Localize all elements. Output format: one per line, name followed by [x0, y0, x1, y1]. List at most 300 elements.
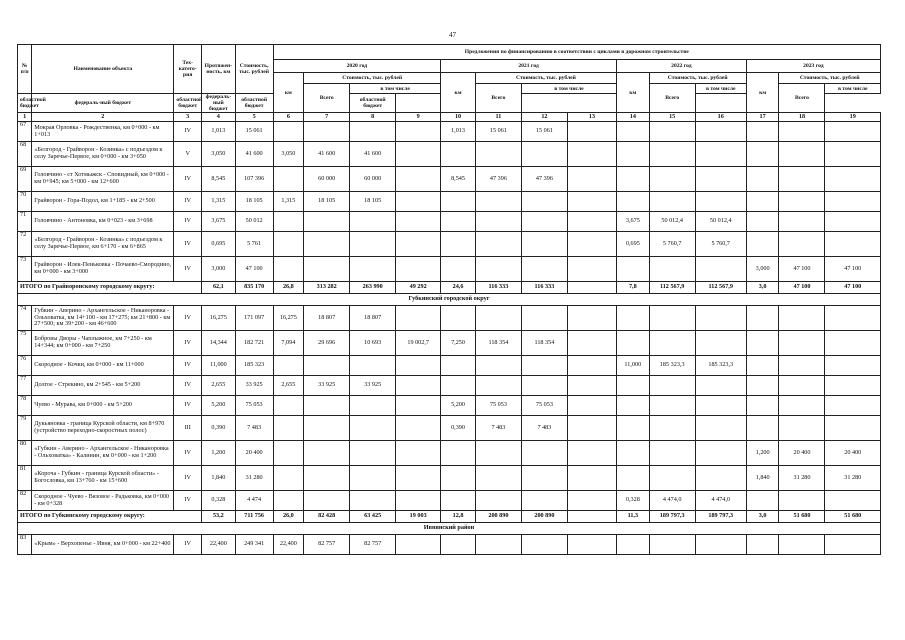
column-number: 9: [396, 113, 441, 122]
finance-cell: [649, 122, 695, 142]
column-number: 14: [616, 113, 649, 122]
finance-cell: [616, 306, 649, 331]
object-name: Дукьяновка - граница Курской области, км 8+970 (устройство переходно-скоростных полос): [32, 416, 174, 441]
finance-cell: 7 483: [521, 416, 567, 441]
finance-cell: [825, 142, 881, 167]
finance-cell: [695, 167, 746, 192]
object-name: Грайворон - Гора-Подол, км 1+185 - км 2+500: [32, 192, 174, 212]
finance-cell: 31 280: [825, 466, 881, 491]
finance-cell: [475, 441, 521, 466]
finance-cell: [616, 167, 649, 192]
finance-cell: [567, 232, 616, 257]
column-number: 10: [441, 113, 476, 122]
finance-cell: [475, 257, 521, 282]
cost-cell: 33 925: [235, 376, 273, 396]
finance-cell: [825, 535, 881, 555]
finance-cell: 1,013: [441, 122, 476, 142]
finance-cell: [616, 441, 649, 466]
cost-cell: 31 280: [235, 466, 273, 491]
finance-cell: [273, 122, 304, 142]
finance-cell: [475, 212, 521, 232]
finance-cell: 12,8: [441, 511, 476, 523]
finance-cell: [304, 232, 350, 257]
finance-cell: [746, 306, 779, 331]
finance-cell: 75 053: [521, 396, 567, 416]
finance-cell: [779, 122, 825, 142]
finance-cell: [350, 212, 396, 232]
finance-cell: 26,8: [273, 282, 304, 294]
object-name: Головчино - ст Хотмыжск - Сповидный, км 0+000 - км 0+945; км 5+000 - км 12+600: [32, 167, 174, 192]
finance-cell: 0,328: [616, 491, 649, 511]
finance-cell: [746, 491, 779, 511]
finance-cell: [825, 122, 881, 142]
object-name: Головчино - Антоновка, км 0+023 - км 3+698: [32, 212, 174, 232]
column-number: 4: [201, 113, 235, 122]
finance-cell: [273, 416, 304, 441]
finance-cell: [567, 257, 616, 282]
finance-cell: [695, 416, 746, 441]
finance-cell: [746, 396, 779, 416]
finance-cell: 7 483: [475, 416, 521, 441]
header-total: Всего: [779, 84, 825, 113]
finance-cell: [825, 331, 881, 356]
finance-cell: [695, 376, 746, 396]
row-number: 80: [18, 441, 32, 466]
finance-cell: [567, 396, 616, 416]
row-number: 68: [18, 142, 32, 167]
finance-cell: 112 567,9: [695, 282, 746, 294]
length-cell: 3,675: [201, 212, 235, 232]
finance-cell: 29 696: [304, 331, 350, 356]
finance-cell: 4 474,0: [695, 491, 746, 511]
object-name: Бобровы Дворы - Чаплыжное, км 7+250 - км 14+344; км 0+000 - км 7+250: [32, 331, 174, 356]
finance-cell: [396, 441, 441, 466]
table-row: [18, 466, 881, 491]
finance-cell: [350, 441, 396, 466]
finance-cell: [441, 441, 476, 466]
total-row: [18, 282, 881, 294]
finance-cell: [521, 491, 567, 511]
length-cell: 53,2: [201, 511, 235, 523]
finance-cell: 33 925: [350, 376, 396, 396]
cost-cell: 41 600: [235, 142, 273, 167]
finance-cell: 11,3: [616, 511, 649, 523]
finance-cell: [616, 466, 649, 491]
table-row: [18, 356, 881, 376]
finance-cell: [396, 376, 441, 396]
finance-cell: [441, 306, 476, 331]
finance-cell: [616, 142, 649, 167]
finance-cell: [825, 306, 881, 331]
table-row: [18, 257, 881, 282]
finance-cell: [695, 331, 746, 356]
header-regional: областной бюджет: [18, 94, 32, 113]
finance-cell: [475, 306, 521, 331]
finance-cell: [746, 122, 779, 142]
finance-cell: [567, 282, 616, 294]
finance-cell: [396, 192, 441, 212]
finance-cell: 10 693: [350, 331, 396, 356]
header-incl: в том числе: [695, 84, 746, 94]
header-regional: областной бюджет: [350, 94, 396, 113]
header-km: км: [273, 73, 304, 113]
category-cell: IV: [174, 356, 202, 376]
length-cell: 16,275: [201, 306, 235, 331]
finance-cell: [616, 331, 649, 356]
row-number: 74: [18, 306, 32, 331]
header-incl: в том числе: [350, 84, 441, 94]
finance-cell: [273, 356, 304, 376]
finance-cell: [567, 441, 616, 466]
finance-cell: [616, 396, 649, 416]
header-year-2020: 2020 год: [273, 60, 441, 73]
finance-cell: 5 760,7: [649, 232, 695, 257]
finance-cell: [521, 441, 567, 466]
finance-cell: [695, 122, 746, 142]
finance-cell: 20 400: [825, 441, 881, 466]
length-cell: 3,000: [201, 257, 235, 282]
finance-cell: 112 567,9: [649, 282, 695, 294]
cost-cell: 107 396: [235, 167, 273, 192]
finance-cell: 16,275: [273, 306, 304, 331]
category-cell: IV: [174, 122, 202, 142]
finance-cell: [304, 212, 350, 232]
finance-cell: [649, 142, 695, 167]
finance-cell: 263 990: [350, 282, 396, 294]
finance-cell: [273, 212, 304, 232]
finance-cell: [441, 356, 476, 376]
finance-cell: [396, 142, 441, 167]
finance-cell: [396, 167, 441, 192]
finance-cell: 0,390: [441, 416, 476, 441]
header-cost-sub: Стоимость, тыс. рублей: [475, 73, 616, 84]
table-row: [18, 212, 881, 232]
table-row: [18, 396, 881, 416]
finance-cell: [475, 232, 521, 257]
header-cost-sub: Стоимость, тыс. рублей: [779, 73, 881, 84]
header-year-2022: 2022 год: [616, 60, 746, 73]
finance-cell: 63 425: [350, 511, 396, 523]
row-number: 81: [18, 466, 32, 491]
finance-cell: 1,315: [273, 192, 304, 212]
finance-cell: [350, 416, 396, 441]
finance-cell: [616, 192, 649, 212]
length-cell: 1,840: [201, 466, 235, 491]
column-number: 19: [825, 113, 881, 122]
finance-cell: [396, 535, 441, 555]
row-number: 71: [18, 212, 32, 232]
length-cell: 1,315: [201, 192, 235, 212]
finance-cell: [695, 396, 746, 416]
object-name: «Крым» - Верхопенье - Ивня, км 0+000 - км 22+400: [32, 535, 174, 555]
finance-cell: 19 002,7: [396, 331, 441, 356]
row-number: 77: [18, 376, 32, 396]
finance-cell: 116 333: [475, 282, 521, 294]
finance-cell: 18 807: [304, 306, 350, 331]
finance-cell: [521, 535, 567, 555]
cost-cell: 5 761: [235, 232, 273, 257]
finance-cell: [567, 331, 616, 356]
finance-cell: 31 280: [779, 466, 825, 491]
column-number: 18: [779, 113, 825, 122]
finance-cell: [396, 306, 441, 331]
object-name: «Белгород - Грайворон - Козинка» с подъездом к селу Заречье-Первое, км 6+170 - км 6+865: [32, 232, 174, 257]
cost-cell: 835 170: [235, 282, 273, 294]
finance-cell: [649, 257, 695, 282]
object-name: «Короча - Губкин - граница Курской области» - Богословка, км 13+760 - км 15+600: [32, 466, 174, 491]
length-cell: 62,1: [201, 282, 235, 294]
category-cell: V: [174, 142, 202, 167]
object-name: «Губкин - Аверино - Архангельское - Никаноровка - Ольховатка» - Калинин, км 0+000 - км 1+200: [32, 441, 174, 466]
category-cell: III: [174, 416, 202, 441]
finance-cell: [695, 142, 746, 167]
finance-cell: [746, 142, 779, 167]
finance-cell: [475, 356, 521, 376]
section-title: Ивнянский район: [18, 523, 881, 535]
finance-cell: [695, 306, 746, 331]
finance-cell: [350, 356, 396, 376]
finance-cell: [649, 535, 695, 555]
finance-cell: 118 354: [521, 331, 567, 356]
finance-cell: [746, 376, 779, 396]
column-number: 11: [475, 113, 521, 122]
finance-cell: [304, 491, 350, 511]
finance-cell: [779, 331, 825, 356]
section-header-row: [18, 294, 881, 306]
finance-cell: [273, 257, 304, 282]
category-cell: IV: [174, 441, 202, 466]
object-name: Долгое - Стрекино, км 2+545 - км 5+200: [32, 376, 174, 396]
finance-cell: [396, 416, 441, 441]
row-number: 73: [18, 257, 32, 282]
finance-cell: [779, 232, 825, 257]
finance-cell: [616, 376, 649, 396]
category-cell: IV: [174, 306, 202, 331]
finance-cell: [567, 142, 616, 167]
finance-cell: 41 600: [304, 142, 350, 167]
finance-cell: [350, 232, 396, 257]
finance-cell: 47 100: [779, 257, 825, 282]
finance-cell: [521, 466, 567, 491]
finance-cell: [779, 535, 825, 555]
finance-cell: 49 292: [396, 282, 441, 294]
length-cell: 0,390: [201, 416, 235, 441]
column-number: 1: [18, 113, 32, 122]
finance-cell: [304, 122, 350, 142]
column-number: 7: [304, 113, 350, 122]
table-row: [18, 142, 881, 167]
table-header: [18, 45, 881, 122]
finance-cell: [616, 535, 649, 555]
header-incl: в том числе: [825, 84, 881, 94]
row-number: 69: [18, 167, 32, 192]
finance-cell: [521, 232, 567, 257]
cost-cell: 20 400: [235, 441, 273, 466]
finance-cell: [350, 257, 396, 282]
object-name: Грайворон - Илек-Пеньковка - Почаево-Смородино, км 0+000 - км 3+000: [32, 257, 174, 282]
finance-cell: [441, 232, 476, 257]
finance-cell: [396, 212, 441, 232]
cost-cell: 185 323: [235, 356, 273, 376]
finance-cell: 118 354: [475, 331, 521, 356]
column-number: 15: [649, 113, 695, 122]
finance-cell: [746, 192, 779, 212]
header-km: км: [616, 73, 649, 113]
finance-cell: [825, 416, 881, 441]
length-cell: 14,344: [201, 331, 235, 356]
finance-cell: [304, 396, 350, 416]
header-total: Всего: [304, 84, 350, 113]
header-total: Всего: [649, 84, 695, 113]
finance-cell: [825, 376, 881, 396]
finance-cell: [779, 416, 825, 441]
finance-cell: [616, 122, 649, 142]
length-cell: 1,200: [201, 441, 235, 466]
header-incl: в том числе: [521, 84, 616, 94]
finance-cell: 189 797,3: [649, 511, 695, 523]
column-number: 3: [174, 113, 202, 122]
finance-cell: [273, 232, 304, 257]
finance-cell: [567, 306, 616, 331]
finance-cell: [649, 192, 695, 212]
length-cell: 0,328: [201, 491, 235, 511]
finance-cell: [746, 167, 779, 192]
row-number: 82: [18, 491, 32, 511]
finance-cell: [441, 212, 476, 232]
finance-cell: [695, 257, 746, 282]
finance-cell: 41 600: [350, 142, 396, 167]
finance-cell: [649, 466, 695, 491]
table-row: [18, 416, 881, 441]
finance-cell: 47 100: [779, 282, 825, 294]
finance-cell: 200 890: [521, 511, 567, 523]
finance-cell: 1,200: [746, 441, 779, 466]
finance-cell: [746, 331, 779, 356]
category-cell: IV: [174, 232, 202, 257]
finance-cell: [779, 306, 825, 331]
category-cell: IV: [174, 376, 202, 396]
row-number: 83: [18, 535, 32, 555]
finance-cell: 185 323,3: [649, 356, 695, 376]
finance-cell: [567, 491, 616, 511]
header-year-2021: 2021 год: [441, 60, 617, 73]
header-year-2023: 2023 год: [746, 60, 880, 73]
category-cell: IV: [174, 466, 202, 491]
category-cell: IV: [174, 212, 202, 232]
page-number: 47: [449, 31, 456, 39]
row-number: 75: [18, 331, 32, 356]
table-row: [18, 306, 881, 331]
finance-cell: [304, 356, 350, 376]
finance-cell: [746, 212, 779, 232]
header-cost: Стоимость, тыс. рублей: [235, 45, 273, 94]
length-cell: 3,050: [201, 142, 235, 167]
table-row: [18, 192, 881, 212]
finance-cell: [825, 232, 881, 257]
header-proposals: Предложения по финансированию в соответствии с циклами в дорожном строительстве: [273, 45, 880, 60]
category-cell: IV: [174, 491, 202, 511]
finance-cell: [304, 441, 350, 466]
total-row: [18, 511, 881, 523]
finance-cell: [825, 491, 881, 511]
finance-cell: [441, 192, 476, 212]
row-number: 70: [18, 192, 32, 212]
table-row: [18, 232, 881, 257]
finance-cell: [441, 376, 476, 396]
finance-cell: [273, 441, 304, 466]
finance-cell: [396, 122, 441, 142]
finance-cell: [649, 396, 695, 416]
finance-cell: 116 333: [521, 282, 567, 294]
finance-cell: [779, 356, 825, 376]
cost-cell: 15 061: [235, 122, 273, 142]
object-name: Чуево - Мурава, км 0+000 - км 5+200: [32, 396, 174, 416]
finance-cell: 8,545: [441, 167, 476, 192]
header-km: км: [441, 73, 476, 113]
section-title: Губкинский городской округ: [18, 294, 881, 306]
finance-cell: [746, 535, 779, 555]
total-label: ИТОГО по Грайворонскому городскому округу:: [18, 282, 202, 294]
finance-cell: [521, 212, 567, 232]
row-number: 67: [18, 122, 32, 142]
finance-cell: [304, 416, 350, 441]
table-body: [18, 122, 881, 555]
finance-cell: 15 061: [521, 122, 567, 142]
table-row: [18, 122, 881, 142]
finance-cell: 75 053: [475, 396, 521, 416]
finance-cell: 50 012,4: [695, 212, 746, 232]
finance-cell: [273, 167, 304, 192]
row-number: 76: [18, 356, 32, 376]
cost-cell: 18 105: [235, 192, 273, 212]
cost-cell: 47 100: [235, 257, 273, 282]
finance-cell: [273, 491, 304, 511]
length-cell: 1,013: [201, 122, 235, 142]
finance-cell: 18 105: [350, 192, 396, 212]
header-name: Наименование объекта: [32, 45, 174, 94]
finance-cell: [273, 396, 304, 416]
length-cell: 0,695: [201, 232, 235, 257]
finance-cell: 200 890: [475, 511, 521, 523]
finance-cell: 7,8: [616, 282, 649, 294]
finance-cell: 19 003: [396, 511, 441, 523]
cost-cell: 4 474: [235, 491, 273, 511]
finance-cell: [779, 396, 825, 416]
finance-cell: 189 797,3: [695, 511, 746, 523]
finance-cell: [521, 257, 567, 282]
length-cell: 22,400: [201, 535, 235, 555]
finance-cell: [304, 257, 350, 282]
object-name: Скородное - Кочки, км 0+000 - км 11+000: [32, 356, 174, 376]
column-number: 16: [695, 113, 746, 122]
finance-cell: [396, 257, 441, 282]
finance-cell: [649, 167, 695, 192]
finance-cell: [567, 466, 616, 491]
finance-cell: [304, 466, 350, 491]
finance-cell: [567, 356, 616, 376]
cost-cell: 50 012: [235, 212, 273, 232]
finance-cell: 26,0: [273, 511, 304, 523]
finance-cell: [746, 232, 779, 257]
finance-cell: [441, 257, 476, 282]
finance-cell: [521, 306, 567, 331]
category-cell: IV: [174, 331, 202, 356]
header-federal: федераль-ный бюджет: [32, 94, 174, 113]
finance-cell: 51 680: [779, 511, 825, 523]
finance-cell: [475, 192, 521, 212]
column-number: 12: [521, 113, 567, 122]
column-number: 8: [350, 113, 396, 122]
